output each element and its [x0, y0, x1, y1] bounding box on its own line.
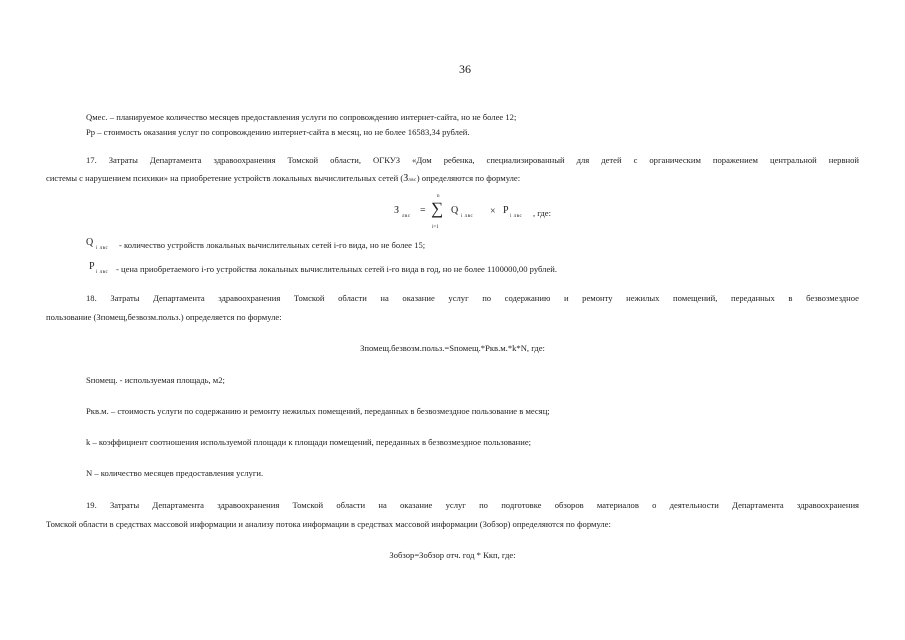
p-definition: - цена приобретаемого i-го устройства локальных вычислительных сетей i-го вида в год, но не более 1100000,00 рублей.	[116, 264, 558, 274]
q-symbol: Q	[86, 237, 94, 248]
qmes-definition: Qмес. – планируемое количество месяцев предоставления услуги по сопровождению интернет-сайта, но не более 12;	[86, 112, 517, 122]
p-subscript: i лвс	[96, 270, 109, 275]
formula17-q: Q	[451, 205, 459, 216]
formula17-lhs: З	[394, 205, 400, 216]
formula17-equals: =	[420, 205, 426, 216]
p19-line2: Томской области в средствах массовой информации и анализу потока информации в средствах массовой информации (Зобзор) определяются по формуле:	[46, 519, 611, 529]
inline-z-subscript: лвс	[408, 178, 417, 183]
p18-line2: пользование (Зпомещ,безвозм.польз.) определяется по формуле:	[46, 312, 282, 322]
formula17-p: P	[503, 205, 509, 216]
q-subscript: i лвс	[96, 246, 109, 251]
p17-line2-text-b: ) определяются по формуле:	[416, 173, 521, 183]
k-definition: k – коэффициент соотношения используемой площади к площади помещений, переданных в безвозмездное пользование;	[86, 437, 532, 447]
p19-line1: 19. Затраты Департамента здравоохранения Томской области на оказание услуг по подготовке обзоров материалов о деятельности Департамента здравоохранения	[86, 500, 859, 510]
p18-line1: 18. Затраты Департамента здравоохранения Томской области на оказание услуг по содержанию и ремонту нежилых помещений, переданных в безвозмездное	[86, 293, 859, 303]
n-definition: N – количество месяцев предоставления услуги.	[86, 468, 264, 478]
formula17-times: ×	[490, 206, 496, 217]
spom-definition: Sпомещ. - используемая площадь, м2;	[86, 375, 225, 385]
formula17-q-sub: i лвс	[461, 214, 474, 219]
formula17-p-sub: i лвс	[510, 214, 523, 219]
formula-19: Зобзор=Зобзор отч. год * Ккп, где:	[389, 550, 516, 560]
p17-line1: 17. Затраты Департамента здравоохранения Томской области, ОГКУЗ «Дом ребенка, специализированный для детей с органическим поражением центральной нервной	[86, 155, 859, 165]
formula17-lhs-sub: лвс	[402, 214, 411, 219]
p-symbol: P	[89, 261, 95, 272]
q-definition: - количество устройств локальных вычислительных сетей i-го вида, но не более 15;	[119, 240, 426, 250]
p17-line2-text-a: системы с нарушением психики» на приобретение устройств локальных вычислительных сетей (	[46, 173, 404, 183]
formula17-sigma: ∑	[431, 199, 444, 218]
inline-z-symbol: З	[403, 173, 409, 184]
formula-18: Зпомещ.безвозм.польз.=Sпомещ.*Ркв.м.*k*N, где:	[360, 343, 545, 353]
formula17-tail: , где:	[533, 208, 551, 218]
page-number: 36	[459, 62, 471, 76]
pp-definition: Pp – стоимость оказания услуг по сопровождению интернет-сайта в месяц, но не более 16583,34 рублей.	[86, 127, 470, 137]
formula17-sigma-top: n	[437, 194, 440, 199]
p17-line2	[46, 173, 520, 184]
rkvm-definition: Ркв.м. – стоимость услуги по содержанию и ремонту нежилых помещений, переданных в безвозмездное пользование в месяц;	[86, 406, 550, 416]
formula17-sigma-bottom: i=1	[432, 225, 439, 230]
